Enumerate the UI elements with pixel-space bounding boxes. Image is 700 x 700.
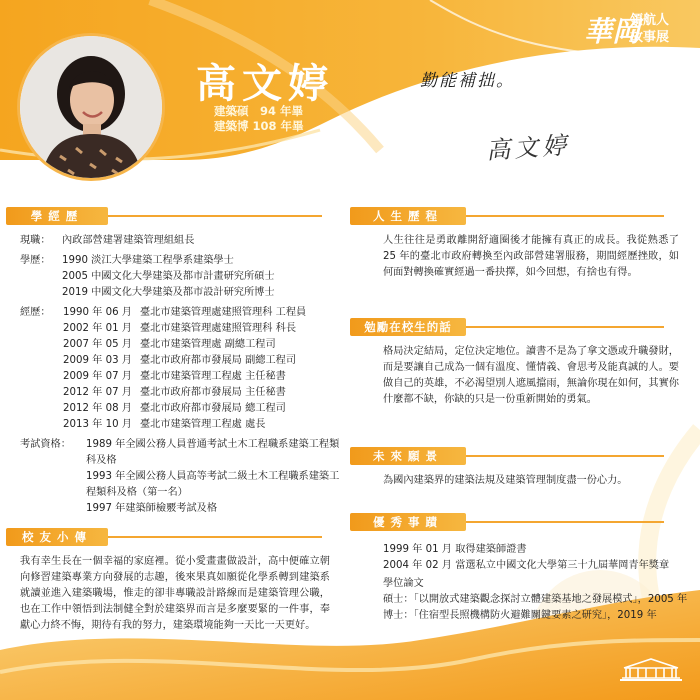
education-row [20, 285, 340, 301]
experience-date: 2009 年 07 月 [63, 371, 132, 382]
advice-text: 格局決定結局，定位決定地位。讀書不是為了拿文憑或升職發財，而是要讓自己成為一個有溫度、懂情義、會思考及能真誠的人。要做自己的英雄，不必渴望別人遮風擋雨，無論你現在如何，其實你什麼都不缺，你缺的只是一份重新開始的勇氣。 [383, 346, 679, 405]
experience-date: 2012 年 08 月 [63, 403, 132, 414]
experience-row [20, 369, 340, 385]
education-label: 學歷： [20, 255, 51, 266]
experience-row [20, 337, 340, 353]
experience-role: 臺北市建築管理工程處 處長 [140, 419, 266, 430]
experience-date: 2013 年 10 月 [63, 419, 132, 430]
honor-item: 1999 年 01 月 取得建築師證書 [383, 544, 527, 555]
exam-row [20, 501, 340, 517]
degree-doctorate: 建築博 108 年畢 [214, 119, 304, 133]
experience-role: 臺北市建築管理工程處 主任秘書 [140, 371, 286, 382]
education-item: 1990 淡江大學建築工程學系建築學士 [62, 255, 234, 266]
brand-text [630, 12, 669, 46]
profile-header [0, 0, 700, 165]
experience-role: 臺北市建築管理處建照管理科 科長 [140, 323, 297, 334]
honor-item: 2004 年 02 月 當選私立中國文化大學第三十九屆華岡青年獎章 [383, 560, 670, 571]
experience-date: 2009 年 03 月 [63, 355, 132, 366]
experience-date: 2007 年 05 月 [63, 339, 132, 350]
section-divider [108, 536, 322, 538]
education-item: 2019 中國文化大學建築及都市設計研究所博士 [62, 287, 275, 298]
experience-label: 經歷： [20, 307, 51, 318]
brand-line-2: 故事展 [630, 30, 670, 45]
experience-row [20, 417, 340, 433]
experience-row [20, 385, 340, 401]
degree-list [214, 104, 304, 134]
current-value: 內政部營建署建築管理組組長 [62, 235, 195, 246]
experience-date: 2002 年 01 月 [63, 323, 132, 334]
signature: 高文婷 [485, 131, 572, 165]
exam-label: 考試資格： [20, 439, 71, 450]
experience-row [20, 321, 340, 337]
section-title-honors: 優秀事蹟 [373, 515, 443, 529]
portrait-illustration [20, 36, 162, 178]
education-item: 2005 中國文化大學建築及都市計畫研究所碩士 [62, 271, 275, 282]
honor-item: 碩士：「以開放式建築觀念探討立體建築基地之發展模式」，2005 年 [383, 594, 688, 605]
honor-item: 博士：「住宿型長照機構防火避難關鍵要素之研究」，2019 年 [383, 610, 657, 621]
motto: 勤能補拙。 [420, 71, 515, 91]
experience-date: 2012 年 07 月 [63, 387, 132, 398]
profile-name: 高文婷 [196, 60, 334, 107]
exam-row [20, 437, 340, 469]
section-divider [466, 521, 664, 523]
honor-item: 學位論文 [383, 578, 424, 589]
life-text: 人生往往是勇敢離開舒適圈後才能擁有真正的成長。我從熟悉了 25 年的臺北市政府轉換至內政部營建署服務，期間經歷挫敗，如何面對轉換確實經過一番抉擇，如今回想，有捨也有得。 [383, 235, 679, 278]
profile-photo [20, 36, 162, 178]
section-divider [108, 215, 322, 217]
experience-row [20, 401, 340, 417]
section-divider [466, 215, 664, 217]
exam-row [20, 469, 340, 501]
section-tab-vision [350, 447, 466, 465]
exhibition-brand [584, 10, 694, 56]
brand-line-1: 領航人 [630, 13, 670, 28]
section-title-life: 人生歷程 [373, 209, 443, 223]
section-tab-advice [350, 318, 466, 336]
alumni-bio: 我有幸生長在一個幸福的家庭裡。從小愛畫畫做設計，高中便確立朝向修習建築專業方向發展的志趣，後來果真如願從化學系轉到建築系就讀並進入建築職場，惟走的卻非專職設計路線而是建築管理公職，也在工作中領悟到法制健全對於建築界而言是多麼要緊的一件事，奉獻心力終不悔，期待有我的努力，建築環境能夠一天比一天更好。 [20, 556, 330, 631]
experience-role: 臺北市建築管理處建照管理科 工程員 [140, 307, 307, 318]
exam-item: 1989 年全國公務人員普通考試土木工程職系建築工程類科及格 [86, 439, 340, 466]
section-tab-alumni [6, 528, 108, 546]
exam-item: 1993 年全國公務人員高等考試二級土木工程職系建築工程類科及格（第一名） [86, 471, 340, 498]
experience-role: 臺北市政府都市發展局 主任秘書 [140, 387, 286, 398]
degree-master: 建築碩 94 年畢 [214, 104, 304, 118]
honors-list [383, 542, 688, 624]
current-label: 現職： [20, 235, 51, 246]
section-tab-education [6, 207, 108, 225]
experience-role: 臺北市政府都市發展局 總工程司 [140, 403, 286, 414]
current-position-row [20, 233, 340, 249]
experience-row [20, 305, 340, 321]
section-divider [466, 455, 664, 457]
section-title-vision: 未來願景 [373, 449, 443, 463]
section-divider [466, 326, 664, 328]
section-title-education: 學經歷 [30, 209, 84, 223]
brand-logo: 華岡 [584, 15, 641, 48]
section-title-alumni: 校友小傳 [22, 530, 92, 544]
exam-item: 1997 年建築師檢覈考試及格 [86, 503, 218, 514]
section-tab-honors [350, 513, 466, 531]
vision-text: 為國內建築界的建築法規及建築管理制度盡一份心力。 [383, 475, 628, 486]
section-tab-life [350, 207, 466, 225]
experience-row [20, 353, 340, 369]
education-block [20, 233, 340, 517]
section-title-advice: 勉勵在校生的話 [364, 320, 452, 334]
experience-role: 臺北市政府都市發展局 副總工程司 [140, 355, 297, 366]
experience-date: 1990 年 06 月 [63, 307, 132, 318]
university-building-logo [616, 654, 686, 684]
education-row [20, 253, 340, 269]
education-row [20, 269, 340, 285]
experience-role: 臺北市建築管理處 副總工程司 [140, 339, 276, 350]
